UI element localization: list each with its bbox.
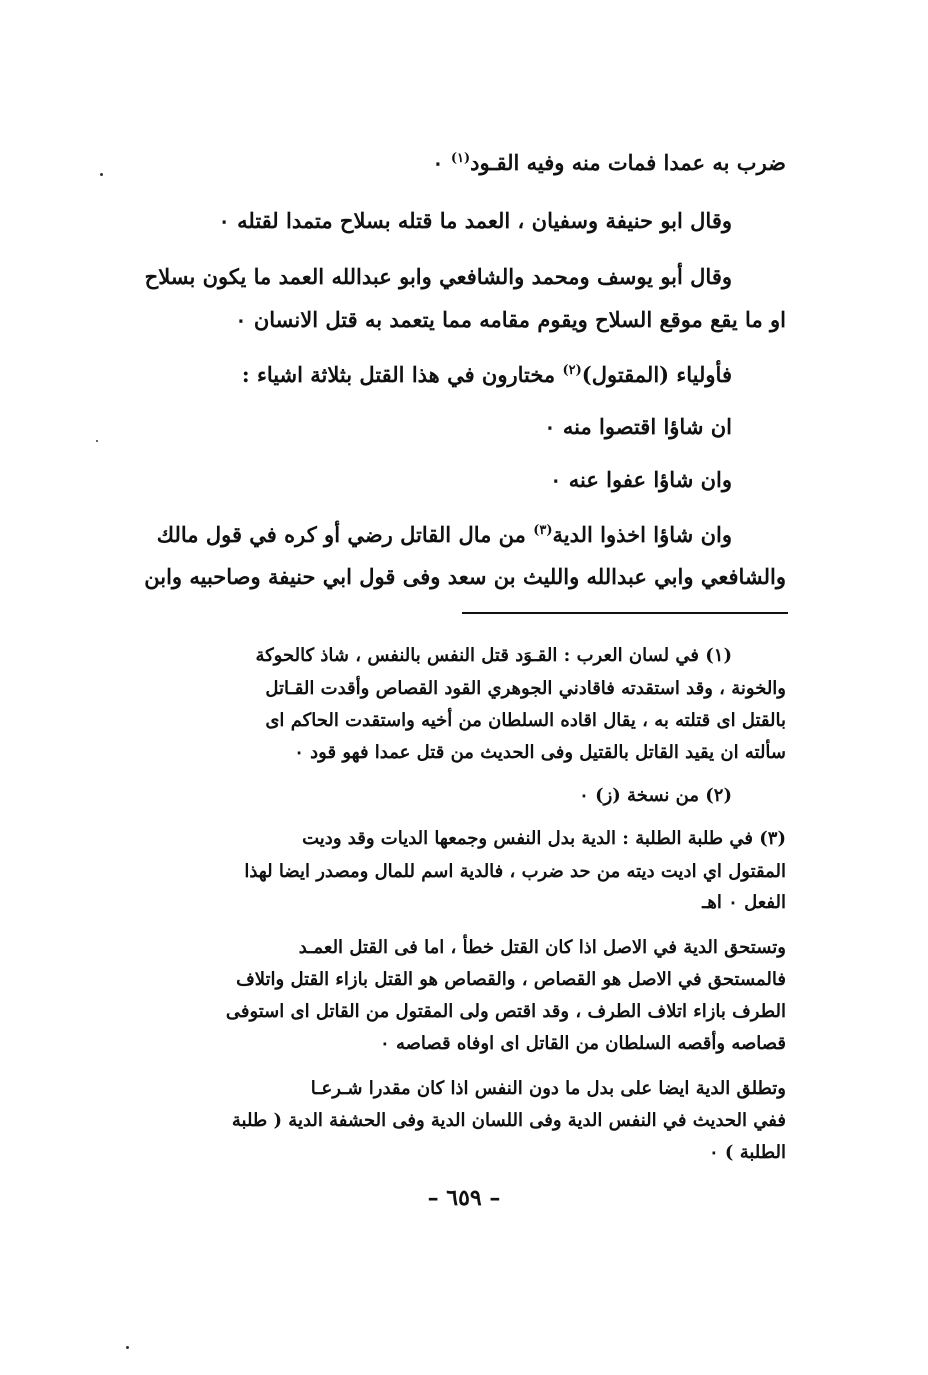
body-line-8: [157, 520, 732, 550]
body-line-5-text-a: فأولياء (المقتول): [581, 362, 732, 387]
footnote-paragraph-1-line-4: قصاصه وأقصه السلطان من القاتل اى اوفاه قصاصه ٠: [380, 1033, 786, 1054]
body-line-7: وان شاؤا عفوا عنه ٠: [550, 467, 732, 492]
footnote-1-line-1: (١) في لسان العرب : القـوَد قتل النفس بالنفس ، شاذ كالحوكة: [255, 645, 732, 666]
body-line-4: او ما يقع موقع السلاح ويقوم مقامه مما يتعمد به قتل الانسان ٠: [235, 307, 786, 332]
body-line-8-text-a: وان شاؤا اخذوا الدية: [552, 522, 732, 547]
body-line-5-text-b: مختارون في هذا القتل بثلاثة اشياء :: [241, 362, 563, 387]
body-line-2: وقال ابو حنيفة وسفيان ، العمد ما قتله بسلاح متمدا لقتله ٠: [218, 208, 732, 233]
footnote-separator: [462, 612, 788, 614]
footnote-paragraph-2-line-1: وتطلق الدية ايضا على بدل ما دون النفس اذا كان مقدرا شـرعـا: [310, 1078, 786, 1099]
footnote-ref-3: (٣): [533, 523, 553, 538]
footnote-1-line-3: بالقتل اى قتلته به ، يقال اقاده السلطان من أخيه واستقدت الحاكم اى: [265, 710, 786, 731]
footnote-ref-2: (٢): [562, 363, 582, 378]
body-line-6: ان شاؤا اقتصوا منه ٠: [544, 414, 732, 439]
footnote-ref-1: (١): [450, 151, 471, 166]
footnote-paragraph-2-line-3: الطلبة ) ٠: [708, 1142, 786, 1163]
footnote-1-line-2: والخونة ، وقد استقدته فاقادني الجوهري القود القصاص وأقدت القـاتل: [265, 678, 786, 699]
footnote-paragraph-1-line-2: فالمستحق في الاصل هو القصاص ، والقصاص هو القتل بازاء القتل واتلاف: [236, 969, 786, 990]
footnote-1-line-4: سألته ان يقيد القاتل بالقتيل وفى الحديث من قتل عمدا فهو قود ٠: [294, 742, 786, 763]
scan-speck: [126, 1346, 129, 1349]
body-line-1-end: ٠: [432, 150, 451, 175]
scan-speck: [96, 440, 98, 442]
footnote-3-line-2: المقتول اي اديت ديته من حد ضرب ، فالدية اسم للمال ومصدر ايضا لهذا: [244, 861, 786, 882]
footnote-paragraph-1-line-3: الطرف بازاء اتلاف الطرف ، وقد اقتص ولى المقتول من القاتل اى استوفى: [225, 1001, 786, 1022]
body-line-3: وقال أبو يوسف ومحمد والشافعي وابو عبدالله العمد ما يكون بسلاح: [144, 264, 732, 289]
footnote-3-line-1: (٣) في طلبة الطلبة : الدية بدل النفس وجمعها الديات وقد وديت: [302, 828, 786, 849]
body-line-9: والشافعي وابي عبدالله والليث بن سعد وفى قول ابي حنيفة وصاحبيه وابن: [144, 564, 786, 589]
body-line-1-text: ضرب به عمدا فمات منه وفيه القـود: [470, 150, 786, 175]
body-line-5: [242, 360, 732, 390]
footnote-3-line-3: الفعل ٠ اهـ: [702, 892, 786, 913]
page-number: – ٦٥٩ –: [427, 1185, 501, 1211]
footnote-paragraph-2-line-2: ففي الحديث في النفس الدية وفى اللسان الدية وفى الحشفة الدية ( طلبة: [231, 1110, 786, 1131]
footnote-paragraph-1-line-1: وتستحق الدية في الاصل اذا كان القتل خطأ ، اما فى القتل العمـد: [298, 937, 786, 958]
scan-speck: [100, 173, 103, 176]
footnote-2-line-1: (٢) من نسخة (ز) ٠: [579, 785, 732, 806]
body-line-1: [432, 148, 786, 178]
body-line-8-text-b: من مال القاتل رضي أو كره في قول مالك: [156, 522, 534, 547]
